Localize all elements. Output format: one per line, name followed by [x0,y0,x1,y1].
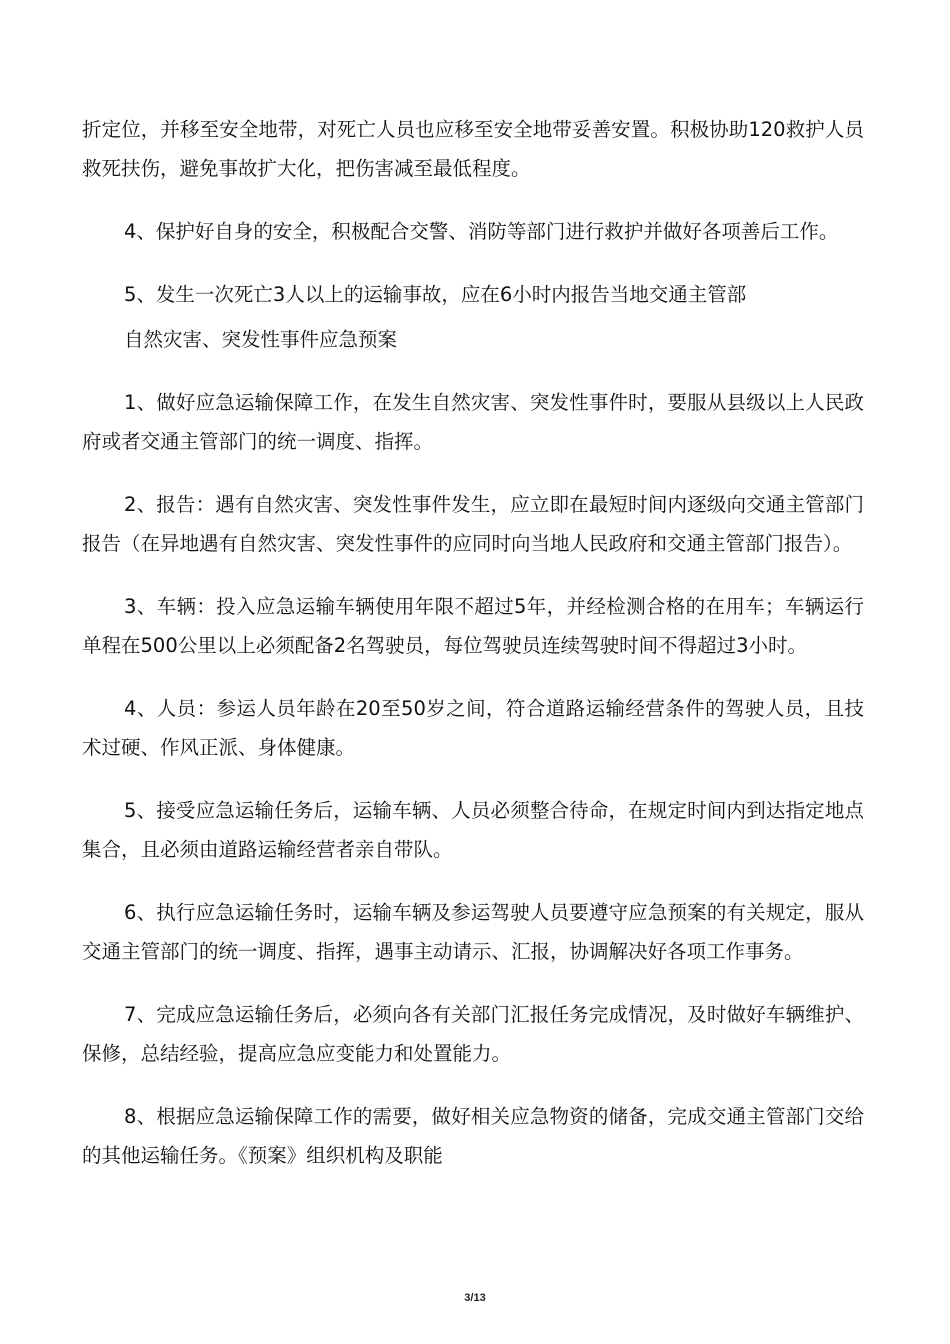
paragraph-continuation: 折定位，并移至安全地带，对死亡人员也应移至安全地带妥善安置。积极协助120救护人员救死扶伤，避免事故扩大化，把伤害减至最低程度。 [82,118,864,180]
paragraph-3-vehicles: 3、车辆：投入应急运输车辆使用年限不超过5年，并经检测合格的在用车；车辆运行单程在500公里以上必须配备2名驾驶员，每位驾驶员连续驾驶时间不得超过3小时。 [82,595,864,657]
paragraph-1-emergency-transport: 1、做好应急运输保障工作，在发生自然灾害、突发性事件时，要服从县级以上人民政府或者交通主管部门的统一调度、指挥。 [82,391,864,453]
paragraph-6-execution: 6、执行应急运输任务时，运输车辆及参运驾驶人员要遵守应急预案的有关规定，服从交通主管部门的统一调度、指挥，遇事主动请示、汇报，协调解决好各项工作事务。 [82,901,864,963]
page-number: 3/13 [464,1292,486,1304]
paragraph-2-report: 2、报告：遇有自然灾害、突发性事件发生，应立即在最短时间内逐级向交通主管部门报告（在异地遇有自然灾害、突发性事件的应同时向当地人民政府和交通主管部门报告）。 [82,493,864,555]
paragraph-5-accident-report: 5、发生一次死亡3人以上的运输事故，应在6小时内报告当地交通主管部 [124,283,747,306]
paragraph-8-reserves: 8、根据应急运输保障工作的需要，做好相关应急物资的储备，完成交通主管部门交给的其他运输任务。《预案》组织机构及职能 [82,1105,864,1167]
paragraph-4-self-protection: 4、保护好自身的安全，积极配合交警、消防等部门进行救护并做好各项善后工作。 [124,220,839,243]
document-body [82,110,864,1199]
paragraph-5-standby: 5、接受应急运输任务后，运输车辆、人员必须整合待命，在规定时间内到达指定地点集合，且必须由道路运输经营者亲自带队。 [82,799,864,861]
paragraph-4-personnel: 4、人员：参运人员年龄在20至50岁之间，符合道路运输经营条件的驾驶人员，且技术过硬、作风正派、身体健康。 [82,697,864,759]
paragraph-7-completion: 7、完成应急运输任务后，必须向各有关部门汇报任务完成情况，及时做好车辆维护、保修，总结经验，提高应急应变能力和处置能力。 [82,1003,864,1065]
section-heading-natural-disaster: 自然灾害、突发性事件应急预案 [124,328,398,351]
